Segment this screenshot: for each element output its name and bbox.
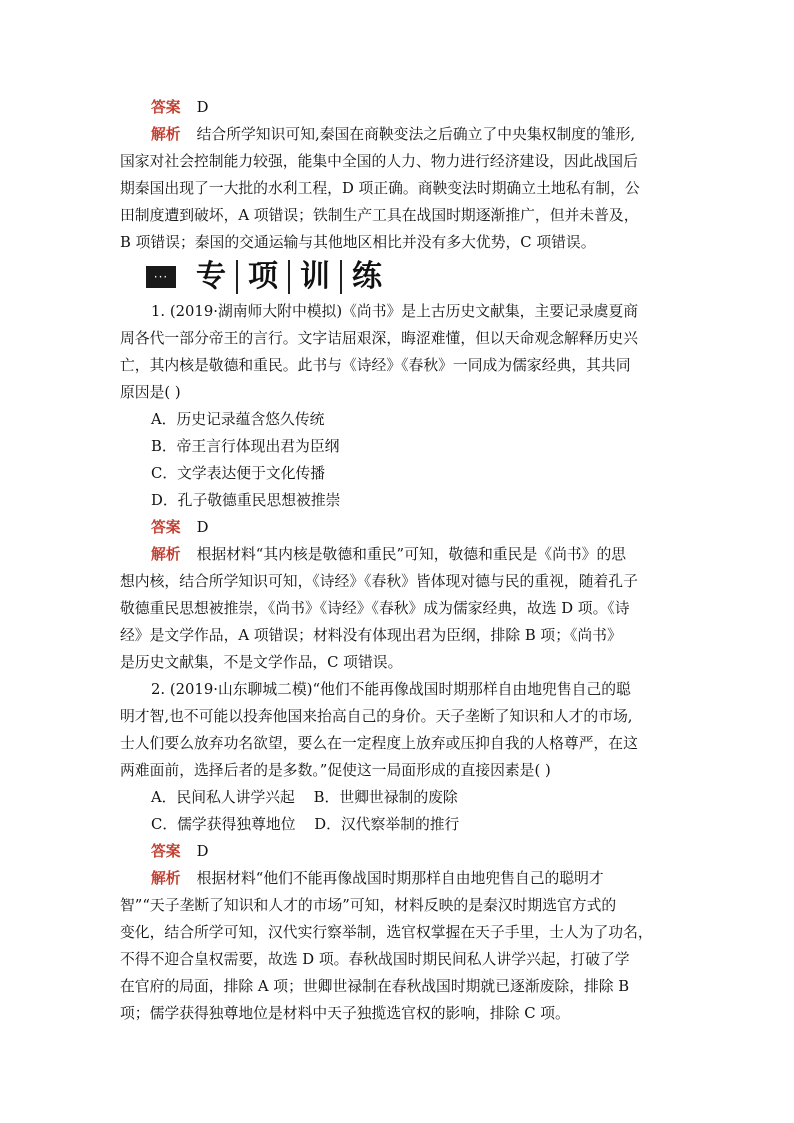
analysis-label: 解析: [151, 546, 181, 563]
answer-value: D: [196, 519, 209, 536]
q2-analysis-line-4: 在官府的局面，排除 A 项；世卿世禄制在春秋战国时期就已逐渐废除，排除 B: [120, 978, 630, 995]
q2-line-3: 两难面前，选择后者的是多数。”促使这一局面形成的直接因素是( ): [120, 762, 551, 779]
q2-analysis-line-3: 不得不迎合皇权需要，故选 D 项。春秋战国时期民间私人讲学兴起，打破了学: [120, 951, 630, 968]
q1-line-3: 原因是( ): [120, 384, 181, 401]
q2-analysis-line-1: 智”“天子垄断了知识和人才的市场”可知，材料反映的是秦汉时期选官方式的: [120, 897, 617, 914]
banner-char-3: 练: [352, 259, 382, 294]
q1-analysis-line-4: 是历史文献集，不是文学作品，C 项错误。: [120, 654, 403, 671]
top-analysis-line-3: 田制度遭到破坏，A 项错误；铁制生产工具在战国时期逐渐推广，但并未普及，: [120, 207, 639, 224]
q1-line-2: 亡，其内核是敬德和重民。此书与《诗经》《春秋》一同成为儒家经典，其共同: [120, 357, 631, 374]
q2-line-2: 士人们要么放弃功名欲望，要么在一定程度上放弃或压抑自我的人格尊严，在这: [120, 735, 638, 752]
q1-line-0: 1. (2019·湖南师大附中模拟)《尚书》是上古历史文献集，主要记录虞夏商: [151, 303, 639, 320]
q1-option-b: B．帝王言行体现出君为臣纲: [151, 438, 340, 455]
q2-line-1: 明才智,也不可能以投奔他国来抬高自己的身价。天子垄断了知识和人才的市场,: [120, 708, 633, 725]
q1-analysis-line-0: [120, 541, 680, 568]
q2-analysis-line-2: 变化，结合所学可知，汉代实行察举制，选官权掌握在天子手里，士人为了功名，: [120, 924, 653, 941]
banner-dots-icon: ···: [146, 266, 176, 288]
q2-line-0: 2. (2019·山东聊城二模)“他们不能再像战国时期那样自由地兜售自己的聪: [151, 681, 631, 698]
analysis-text: 根据材料“他们不能再像战国时期那样自由地兜售自己的聪明才: [196, 870, 604, 887]
q1-answer-line: [120, 514, 680, 541]
q1-analysis-line-2: 敬德重民思想被推崇，《尚书》《诗经》《春秋》成为儒家经典，故选 D 项。《诗: [120, 600, 630, 617]
q1-option-d: D．孔子敬德重民思想被推崇: [151, 492, 341, 509]
content: [120, 94, 680, 1027]
analysis-label: 解析: [151, 126, 181, 143]
top-analysis-line-2: 期秦国出现了一大批的水利工程，D 项正确。商鞅变法时期确立土地私有制，公: [120, 180, 640, 197]
answer-label: 答案: [151, 99, 181, 116]
top-answer-line: [120, 94, 680, 121]
q1-line-1: 周各代一部分帝王的言行。文字诘屈艰深，晦涩难懂，但以天命观念解释历史兴: [120, 330, 638, 347]
q1-analysis-line-1: 想内核，结合所学知识可知，《诗经》《春秋》皆体现对德与民的重视，随着孔子: [120, 573, 638, 590]
banner-char-0: 专: [186, 260, 238, 294]
analysis-label: 解析: [151, 870, 181, 887]
q2-answer-line: [120, 838, 680, 865]
q1-analysis-line-3: 经》是文学作品，A 项错误；材料没有体现出君为臣纲，排除 B 项；《尚书》: [120, 627, 622, 644]
banner-char-2: 训: [290, 260, 342, 294]
q2-analysis-line-5: 项；儒学获得独尊地位是材料中天子独揽选官权的影响，排除 C 项。: [120, 1005, 570, 1022]
q2-option-ab: A．民间私人讲学兴起 B．世卿世禄制的废除: [151, 789, 458, 806]
banner-char-1: 项: [238, 260, 290, 294]
answer-value: D: [196, 843, 209, 860]
answer-value: D: [196, 99, 209, 116]
top-analysis-line-1: 国家对社会控制能力较强，能集中全国的人力、物力进行经济建设，因此战国后: [120, 153, 638, 170]
section-banner: [146, 258, 680, 296]
q1-option-a: A．历史记录蕴含悠久传统: [151, 411, 325, 428]
top-analysis-line-4: B 项错误；秦国的交通运输与其他地区相比并没有多大优势，C 项错误。: [120, 234, 596, 251]
answer-label: 答案: [151, 843, 181, 860]
analysis-text: 结合所学知识可知,秦国在商鞅变法之后确立了中央集权制度的雏形,: [196, 126, 636, 143]
q1-option-c: C．文学表达便于文化传播: [151, 465, 326, 482]
analysis-text: 根据材料“其内核是敬德和重民”可知，敬德和重民是《尚书》的思: [196, 546, 627, 563]
q2-option-cd: C．儒学获得独尊地位 D．汉代察举制的推行: [151, 816, 460, 833]
q2-analysis-line-0: [120, 865, 680, 892]
top-analysis-line-0: [120, 121, 680, 148]
answer-label: 答案: [151, 519, 181, 536]
